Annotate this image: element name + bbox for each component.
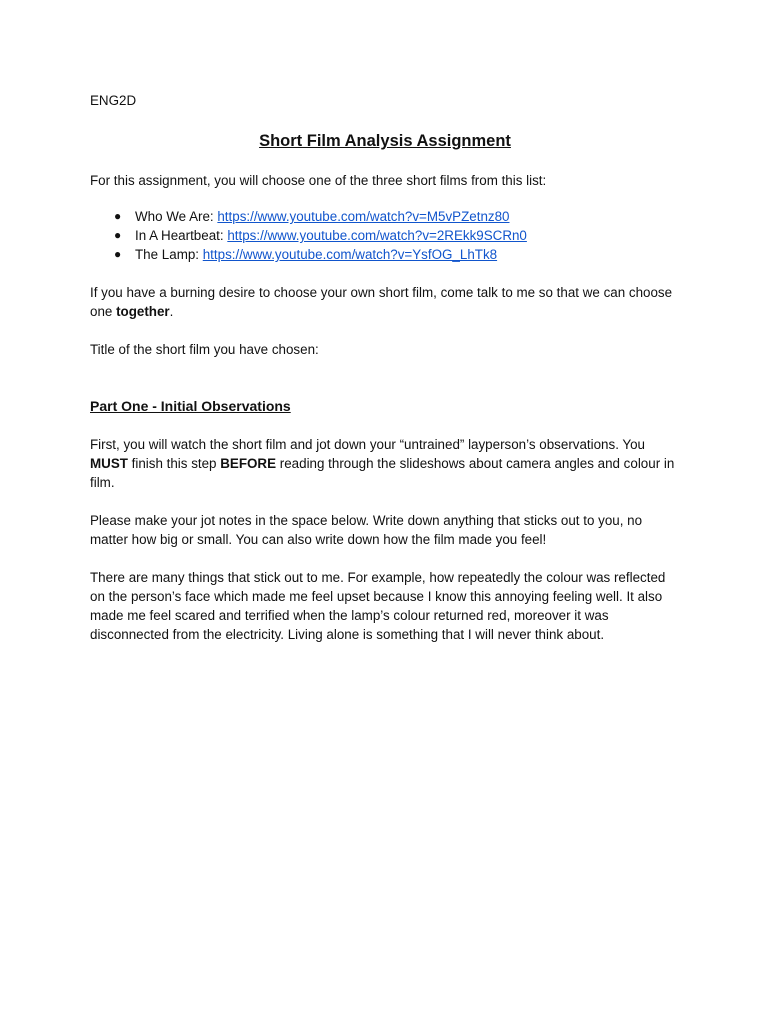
film-link-in-a-heartbeat[interactable]: https://www.youtube.com/watch?v=2REkk9SCRn0 [227, 228, 527, 243]
part-one-paragraph-1 [90, 435, 680, 492]
film-label: In A Heartbeat: [135, 228, 228, 243]
film-link-the-lamp[interactable]: https://www.youtube.com/watch?v=YsfOG_LhTk8 [202, 247, 498, 262]
bullet-icon: ● [114, 247, 122, 261]
intro-paragraph: For this assignment, you will choose one of the three short films from this list: [90, 173, 547, 188]
p1-text-a: First, you will watch the short film and jot down your “untrained” layperson’s observations. You [90, 437, 645, 452]
list-item [90, 226, 680, 245]
bullet-icon: ● [114, 209, 122, 223]
own-film-text: If you have a burning desire to choose your own short film, come talk to me so that we can choose one [90, 285, 673, 319]
bullet-icon: ● [114, 228, 122, 242]
film-label: The Lamp: [135, 247, 203, 262]
film-link-who-we-are[interactable]: https://www.youtube.com/watch?v=M5vPZetnz80 [217, 209, 510, 224]
own-film-end: . [169, 304, 174, 319]
film-list [90, 207, 680, 264]
document-title: Short Film Analysis Assignment [259, 132, 511, 150]
chosen-title-prompt: Title of the short film you have chosen: [90, 342, 319, 357]
p1-text-c: reading through the slideshows about camera angles and colour in film. [90, 456, 675, 490]
part-one-heading: Part One - Initial Observations [90, 398, 291, 414]
p1-must: MUST [90, 456, 128, 471]
own-film-bold: together [116, 304, 170, 319]
film-label: Who We Are: [135, 209, 218, 224]
list-item [90, 245, 680, 264]
list-item [90, 207, 680, 226]
document-content [90, 91, 680, 644]
part-one-paragraph-3: There are many things that stick out to me. For example, how repeatedly the colour was reflected on the person’s face which made me feel upset because I know this annoying feeling well. It also made me feel scared and terrified when the lamp’s colour returned red, moreover it was disconnected from the electricity. Living alone is something that I will never think about. [90, 570, 666, 642]
p1-text-b: finish this step [127, 456, 221, 471]
p1-before: BEFORE [220, 456, 277, 471]
own-film-paragraph [90, 283, 680, 321]
part-one-paragraph-2: Please make your jot notes in the space below. Write down anything that sticks out to you, no matter how big or small. You can also write down how the film made you feel! [90, 513, 643, 547]
course-code: ENG2D [90, 93, 137, 108]
